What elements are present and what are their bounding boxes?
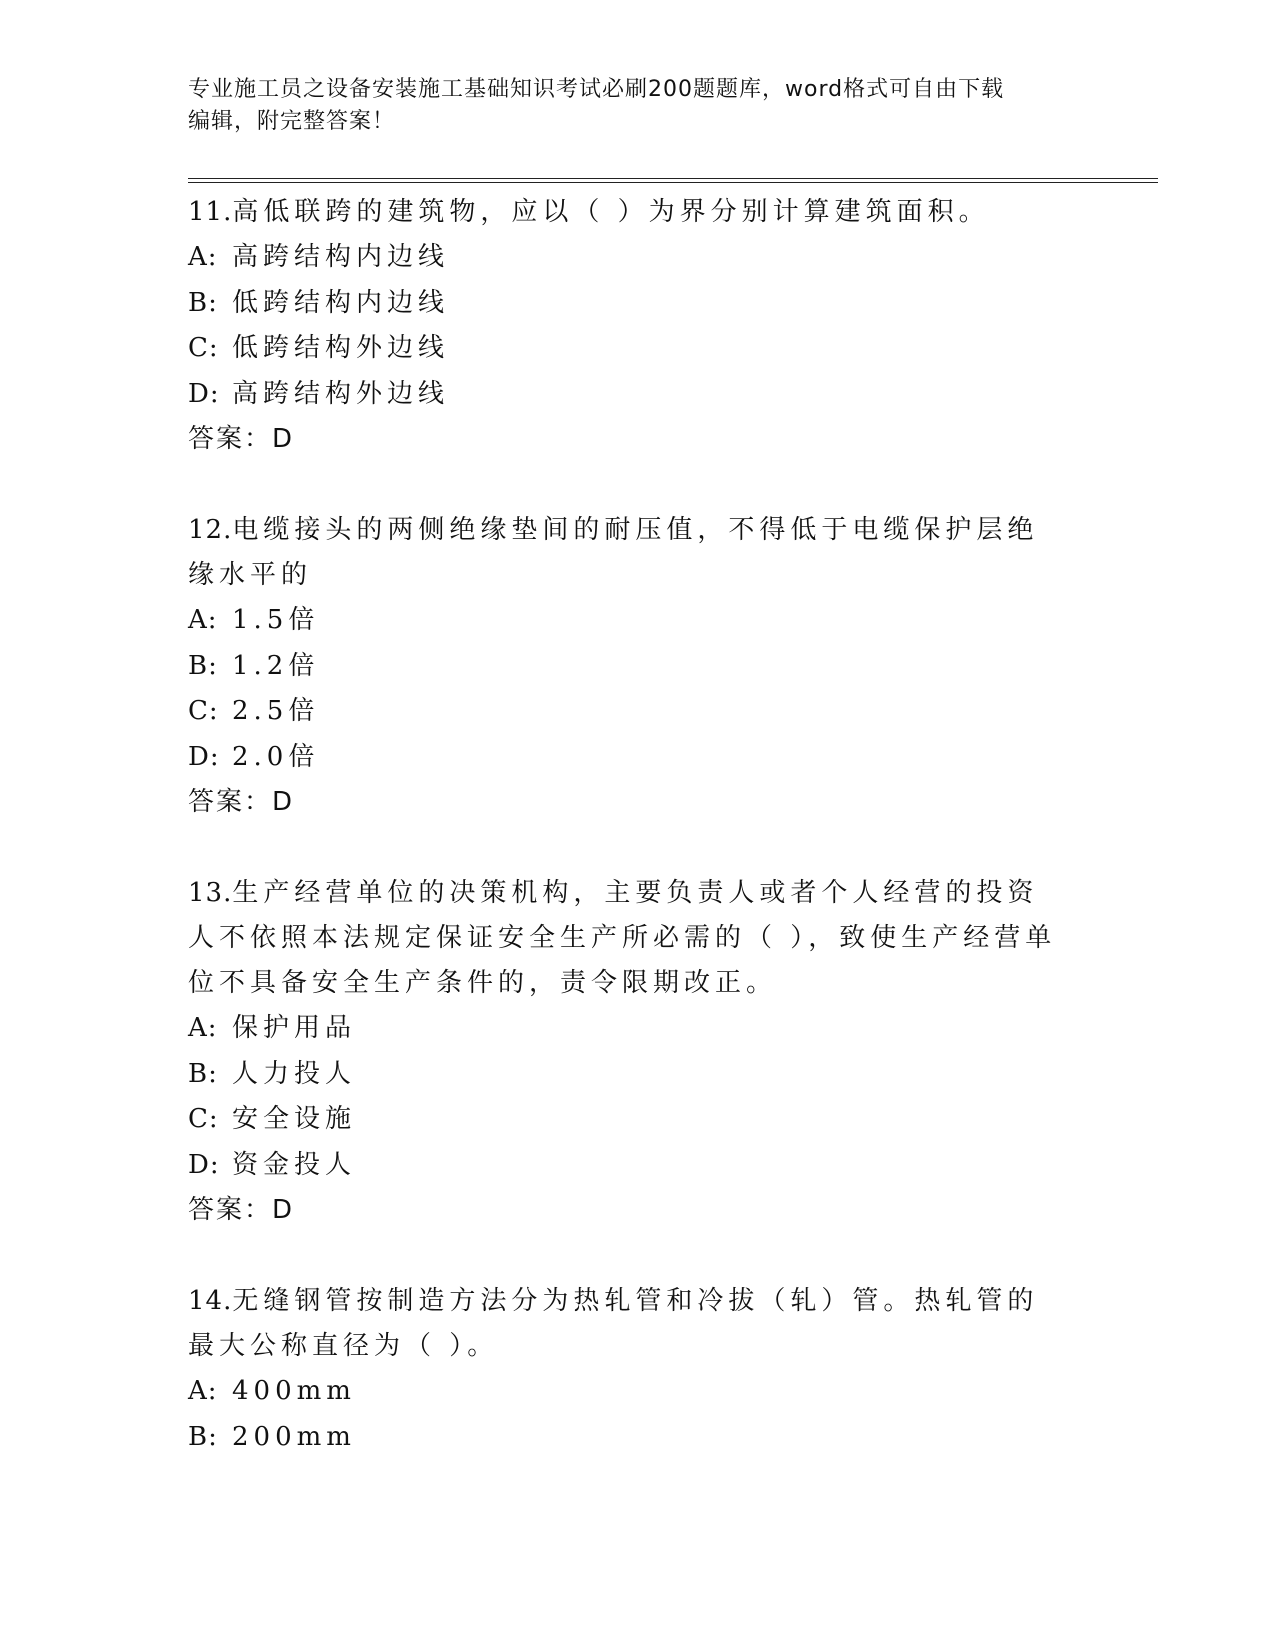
- option-text: 保护用品: [232, 1013, 357, 1043]
- option-key: B:: [188, 1058, 218, 1089]
- option-d: [188, 1143, 1068, 1189]
- option-key: B:: [188, 650, 218, 681]
- header-title-line-1: 专业施工员之设备安装施工基础知识考试必刷200题题库，word格式可自由下载: [188, 77, 1005, 102]
- option-key: C:: [188, 1104, 219, 1134]
- question-13: [188, 871, 1068, 1233]
- option-text: 低跨结构内边线: [232, 287, 450, 318]
- option-text: 高跨结构内边线: [232, 242, 450, 272]
- option-key: C:: [188, 333, 219, 363]
- option-key: C:: [188, 696, 219, 726]
- option-key: B:: [188, 1421, 218, 1452]
- option-d: [188, 372, 1068, 418]
- option-text: 资金投人: [232, 1149, 357, 1180]
- question-text: 生产经营单位的决策机构，主要负责人或者个人经营的投资人不依照本法规定保证安全生产所必需的（ ），致使生产经营单位不具备安全生产条件的，责令限期改正。: [188, 878, 1057, 998]
- option-b: [188, 1052, 1068, 1098]
- option-key: D:: [188, 378, 220, 409]
- question-stem: [188, 871, 1068, 1006]
- question-11: [188, 190, 1068, 462]
- option-c: [188, 326, 1068, 372]
- option-key: A:: [188, 242, 218, 272]
- question-text: 高低联跨的建筑物，应以（ ）为界分别计算建筑面积。: [232, 197, 990, 227]
- option-text: 2.0倍: [232, 741, 320, 772]
- option-a: [188, 1369, 1068, 1415]
- option-text: 安全设施: [232, 1104, 357, 1134]
- option-key: D:: [188, 741, 220, 772]
- option-text: 1.2倍: [232, 650, 320, 681]
- question-number: 12.: [188, 515, 233, 545]
- option-d: [188, 735, 1068, 781]
- option-b: [188, 644, 1068, 690]
- question-text: 电缆接头的两侧绝缘垫间的耐压值，不得低于电缆保护层绝缘水平的: [188, 515, 1039, 590]
- option-c: [188, 1097, 1068, 1143]
- answer-line: 答案：D: [188, 1195, 295, 1225]
- option-key: A:: [188, 1376, 218, 1406]
- option-key: B:: [188, 287, 218, 318]
- option-key: D:: [188, 1149, 220, 1180]
- option-text: 高跨结构外边线: [232, 378, 450, 409]
- option-b: [188, 281, 1068, 327]
- option-text: 400mm: [232, 1376, 356, 1406]
- option-key: A:: [188, 1013, 218, 1043]
- option-key: A:: [188, 605, 218, 635]
- question-text: 无缝钢管按制造方法分为热轧管和冷拔（轧）管。热轧管的最大公称直径为（ ）。: [188, 1286, 1039, 1361]
- question-stem: [188, 1279, 1068, 1369]
- question-number: 13.: [188, 878, 233, 908]
- document-header: [188, 74, 1088, 138]
- option-a: [188, 235, 1068, 281]
- option-text: 低跨结构外边线: [232, 333, 450, 363]
- option-a: [188, 598, 1068, 644]
- answer-line: 答案：D: [188, 424, 295, 454]
- question-number: 11.: [188, 197, 233, 227]
- option-c: [188, 689, 1068, 735]
- header-title-line-2: 编辑，附完整答案！: [188, 109, 396, 134]
- option-text: 200mm: [232, 1421, 356, 1452]
- question-12: [188, 508, 1068, 825]
- question-14: [188, 1279, 1068, 1460]
- answer-line: 答案：D: [188, 787, 295, 817]
- option-text: 人力投人: [232, 1058, 357, 1089]
- option-text: 2.5倍: [232, 696, 320, 726]
- question-stem: [188, 190, 1068, 235]
- header-double-rule: [188, 178, 1158, 183]
- question-stem: [188, 508, 1068, 598]
- question-number: 14.: [188, 1286, 233, 1316]
- option-text: 1.5倍: [232, 605, 320, 635]
- question-list: [188, 190, 1068, 1506]
- option-b: [188, 1415, 1068, 1461]
- option-a: [188, 1006, 1068, 1052]
